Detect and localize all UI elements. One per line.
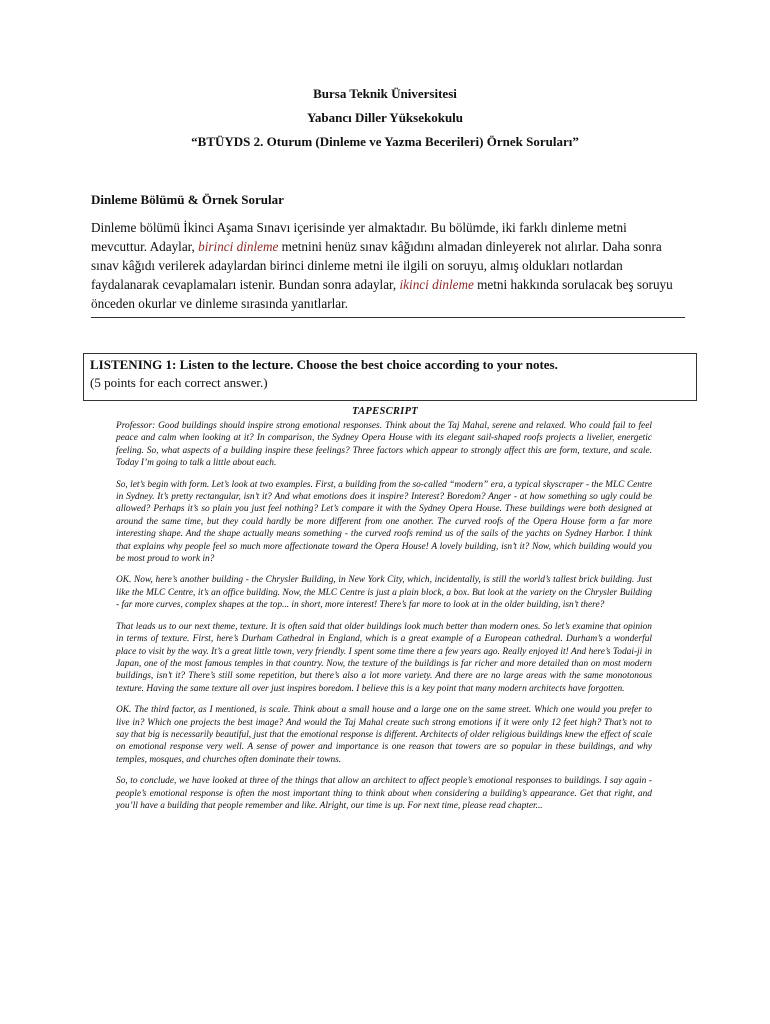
intro-text-2: metnini henüz sınav kâğıdını almadan dinleyerek not alırlar. Daha sonra sınav kâğıdı verilerek adaylardan birinci dinleme metni ile ilgili on soruyu, almış oldukları notlardan faydalanarak cevaplamaları istenir. Bundan sonra adaylar, <box>91 239 662 292</box>
tapescript-paragraph: OK. The third factor, as I mentioned, is scale. Think about a small house and a large one on the same street. Which one would you prefer to live in? Which one projects the best image? And would the Taj Mahal create such strong emotions if it were only 12 feet high? That’s not to say that big is necessarily beautiful, just that the emotional response is different. Architects of older religious buildings knew the effect of scale on emotional response very well. A sense of power and importance is one reason that towers are so popular in these buildings, and why temples, mosques, and churches often dominate their towns. <box>116 705 652 765</box>
tapescript-paragraph: That leads us to our next theme, texture. It is often said that older buildings look much better than modern ones. So let’s examine that opinion in terms of texture. First, here’s Durham Cathedral in England, which is a great example of a European cathedral. Durham’s a wonderful place to visit by the way. It’s a great little town, very friendly. I spent some time there a few years ago. Really enjoyed it! And here’s Todai-ji in Japan, one of the most famous temples in that country. Now, the texture of the buildings is far richer and more detailed than on most modern buildings, isn’t it? There’s still some repetition, but there’s also a lot more variety. And there are no large areas with the same monotonous texture. Having the same texture all over just inspires boredom. I believe this is a key point that many modern architects have forgotten. <box>116 621 652 694</box>
tapescript-title: TAPESCRIPT <box>351 406 418 417</box>
tapescript-paragraph: So, let’s begin with form. Let’s look at two examples. First, a building from the so-called “modern” era, a typical skyscraper - the MLC Centre in Sydney. It’s pretty rectangular, isn’t it? And what emotions does it inspire? Interest? Boredom? Anger - at how something so ugly could be allowed? Perhaps it’s so plain you just feel nothing? Let’s compare it with the Sydney Opera House. These buildings were both designed at around the same time, but they could hardly be more different from one another. The curved roofs of the Opera House form a far more interesting shape. And the shape actually means something - the curved roofs remind us of the sails of the yachts on Sydney Harbor. I think that explains why people feel so much more affectionate toward the Opera House! A lovely building, isn’t it? Now, which building would you be most proud to work in? <box>116 479 652 565</box>
intro-emphasis-2: ikinci dinleme <box>399 277 474 292</box>
tapescript-body <box>116 420 652 821</box>
intro-text-1: Dinleme bölümü İkinci Aşama Sınavı içerisinde yer almaktadır. Bu bölümde, iki farklı dinleme metni mevcuttur. Adaylar, <box>91 220 627 254</box>
intro-emphasis-1: birinci dinleme <box>198 239 279 254</box>
tapescript-paragraph: OK. Now, here’s another building - the Chrysler Building, in New York City, which, incidentally, is still the world’s tallest brick building. Just like the MLC Centre, it’s an office building. Now, the MLC Centre is just a plain block, a box. But look at the variety on the Chrysler Building - far more curves, complex shapes at the top... in short, more interest! There’s far more to look at in the older building, isn’t there? <box>116 575 652 611</box>
intro-text-3: metni hakkında sorulacak beş soruyu önceden okurlar ve dinleme sırasında yanıtlarlar. <box>91 277 673 311</box>
header-exam-title: “BTÜYDS 2. Oturum (Dinleme ve Yazma Becerileri) Örnek Soruları” <box>191 134 579 149</box>
header-university: Bursa Teknik Üniversitesi <box>313 86 457 101</box>
tapescript-paragraph: Professor: Good buildings should inspire strong emotional responses. Think about the Taj Mahal, serene and relaxed. Who could fail to feel peace and calm when looking at it? In comparison, the Sydney Opera House with its elegant sail-shaped roofs projects a livelier, energetic feeling. So, what aspects of a building inspire these feelings? Three factors which appear to strongly affect this are form, texture, and scale. Today I’m going to talk a little about each. <box>116 421 652 469</box>
listening-instructions-box <box>83 353 697 401</box>
listening-points: (5 points for each correct answer.) <box>90 375 268 390</box>
intro-paragraph <box>91 218 685 318</box>
header-school: Yabancı Diller Yüksekokulu <box>306 110 464 125</box>
tapescript-paragraph: So, to conclude, we have looked at three of the things that allow an architect to affect people’s emotional responses to buildings. I say again - people’s emotional response is often the most important thing to think about when considering a building’s appearance. Get that right, and you’ll have a building that people remember and like. Alright, our time is up. For next time, please read chapter... <box>116 776 652 811</box>
section-title: Dinleme Bölümü & Örnek Sorular <box>91 192 284 207</box>
listening-title: LISTENING 1: Listen to the lecture. Choose the best choice according to your notes. <box>90 357 558 372</box>
